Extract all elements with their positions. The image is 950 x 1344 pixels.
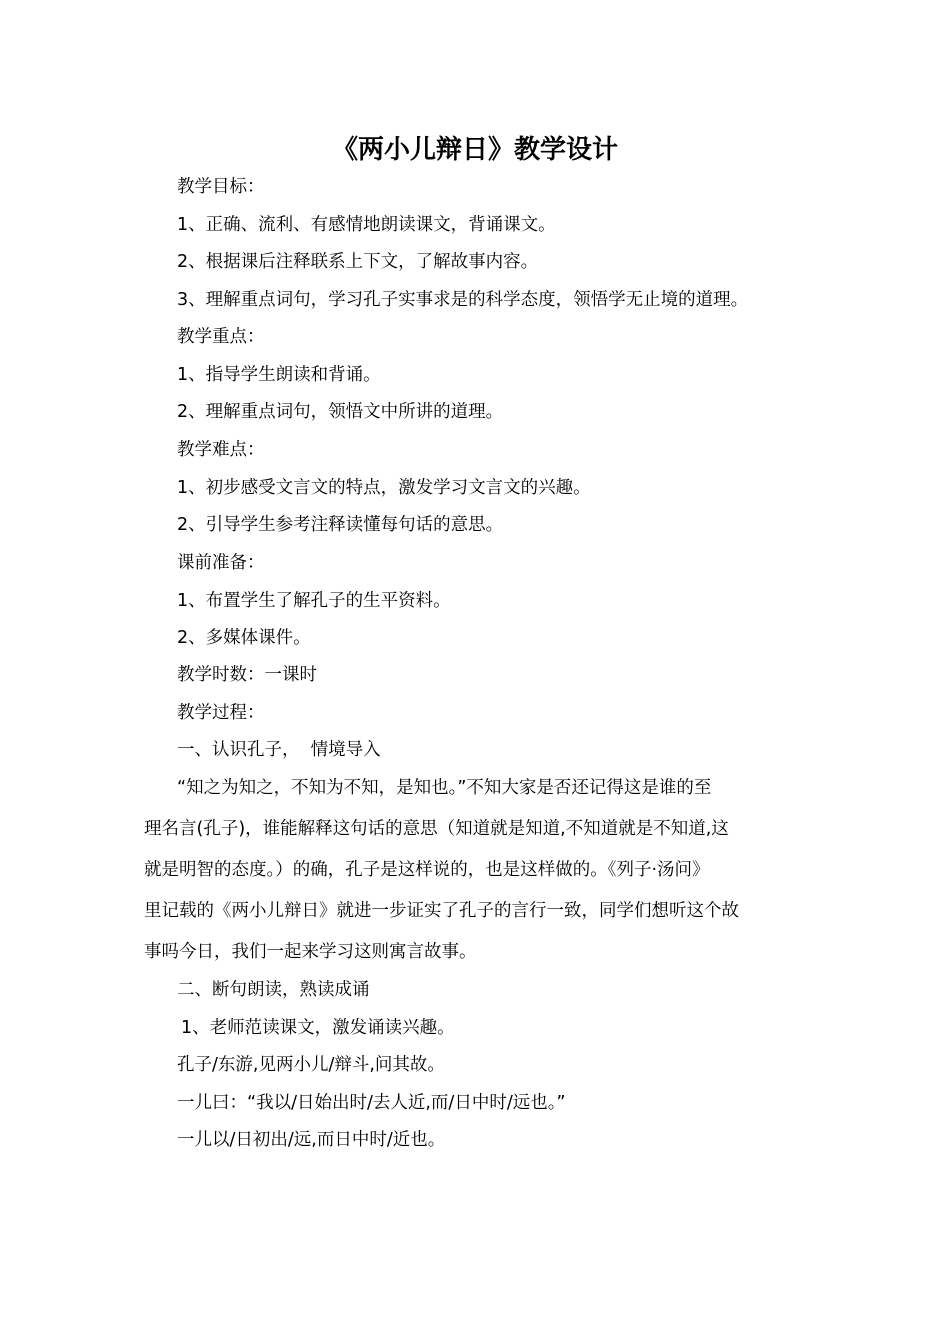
objective-item: 3、理解重点词句，学习孔子实事求是的科学态度，领悟学无止境的道理。: [177, 290, 749, 310]
part2-step: 1、老师范读课文，激发诵读兴趣。: [181, 1018, 455, 1038]
key-point-item: 1、指导学生朗读和背诵。: [177, 365, 381, 385]
objective-item: 1、正确、流利、有感情地朗读课文，背诵课文。: [177, 215, 556, 235]
difficulty-item: 1、初步感受文言文的特点，激发学习文言文的兴趣。: [177, 478, 591, 498]
part1-heading: 一、认识孔子， 情境导入: [177, 740, 381, 760]
text-line: 孔子/东游,见两小儿/辩斗,问其故。: [177, 1055, 445, 1075]
preparation-item: 1、布置学生了解孔子的生平资料。: [177, 591, 451, 611]
document-title: 《两小儿辩日》教学设计: [331, 135, 618, 165]
key-point-item: 2、理解重点词句，领悟文中所讲的道理。: [177, 402, 504, 422]
difficulty-item: 2、引导学生参考注释读懂每句话的意思。: [177, 515, 504, 535]
process-heading: 教学过程：: [177, 703, 265, 723]
preparation-item: 2、多媒体课件。: [177, 628, 311, 648]
class-hours: 教学时数：一课时: [177, 665, 317, 685]
part1-paragraph-line: 事吗今日，我们一起来学习这则寓言故事。: [144, 942, 477, 962]
objective-item: 2、根据课后注释联系上下文，了解故事内容。: [177, 252, 539, 272]
preparation-heading: 课前准备：: [177, 553, 265, 573]
part2-heading: 二、断句朗读，熟读成诵: [177, 980, 370, 1000]
objectives-heading: 教学目标：: [177, 177, 265, 197]
key-points-heading: 教学重点：: [177, 327, 265, 347]
part1-paragraph-line: 理名言(孔子)，谁能解释这句话的意思（知道就是知道,不知道就是不知道,这: [144, 819, 729, 839]
part1-paragraph-line: “知之为知之，不知为不知，是知也。”不知大家是否还记得这是谁的至: [177, 778, 712, 798]
part1-paragraph-line: 里记载的《两小儿辩日》就进一步证实了孔子的言行一致，同学们想听这个故: [144, 901, 739, 921]
text-line: 一儿以/日初出/远,而日中时/近也。: [177, 1130, 446, 1150]
part1-paragraph-line: 就是明智的态度。）的确，孔子是这样说的，也是这样做的。《列子·汤问》: [144, 860, 710, 880]
difficulties-heading: 教学难点：: [177, 440, 265, 460]
text-line: 一儿曰：“我以/日始出时/去人近,而/日中时/远也。”: [177, 1093, 566, 1113]
